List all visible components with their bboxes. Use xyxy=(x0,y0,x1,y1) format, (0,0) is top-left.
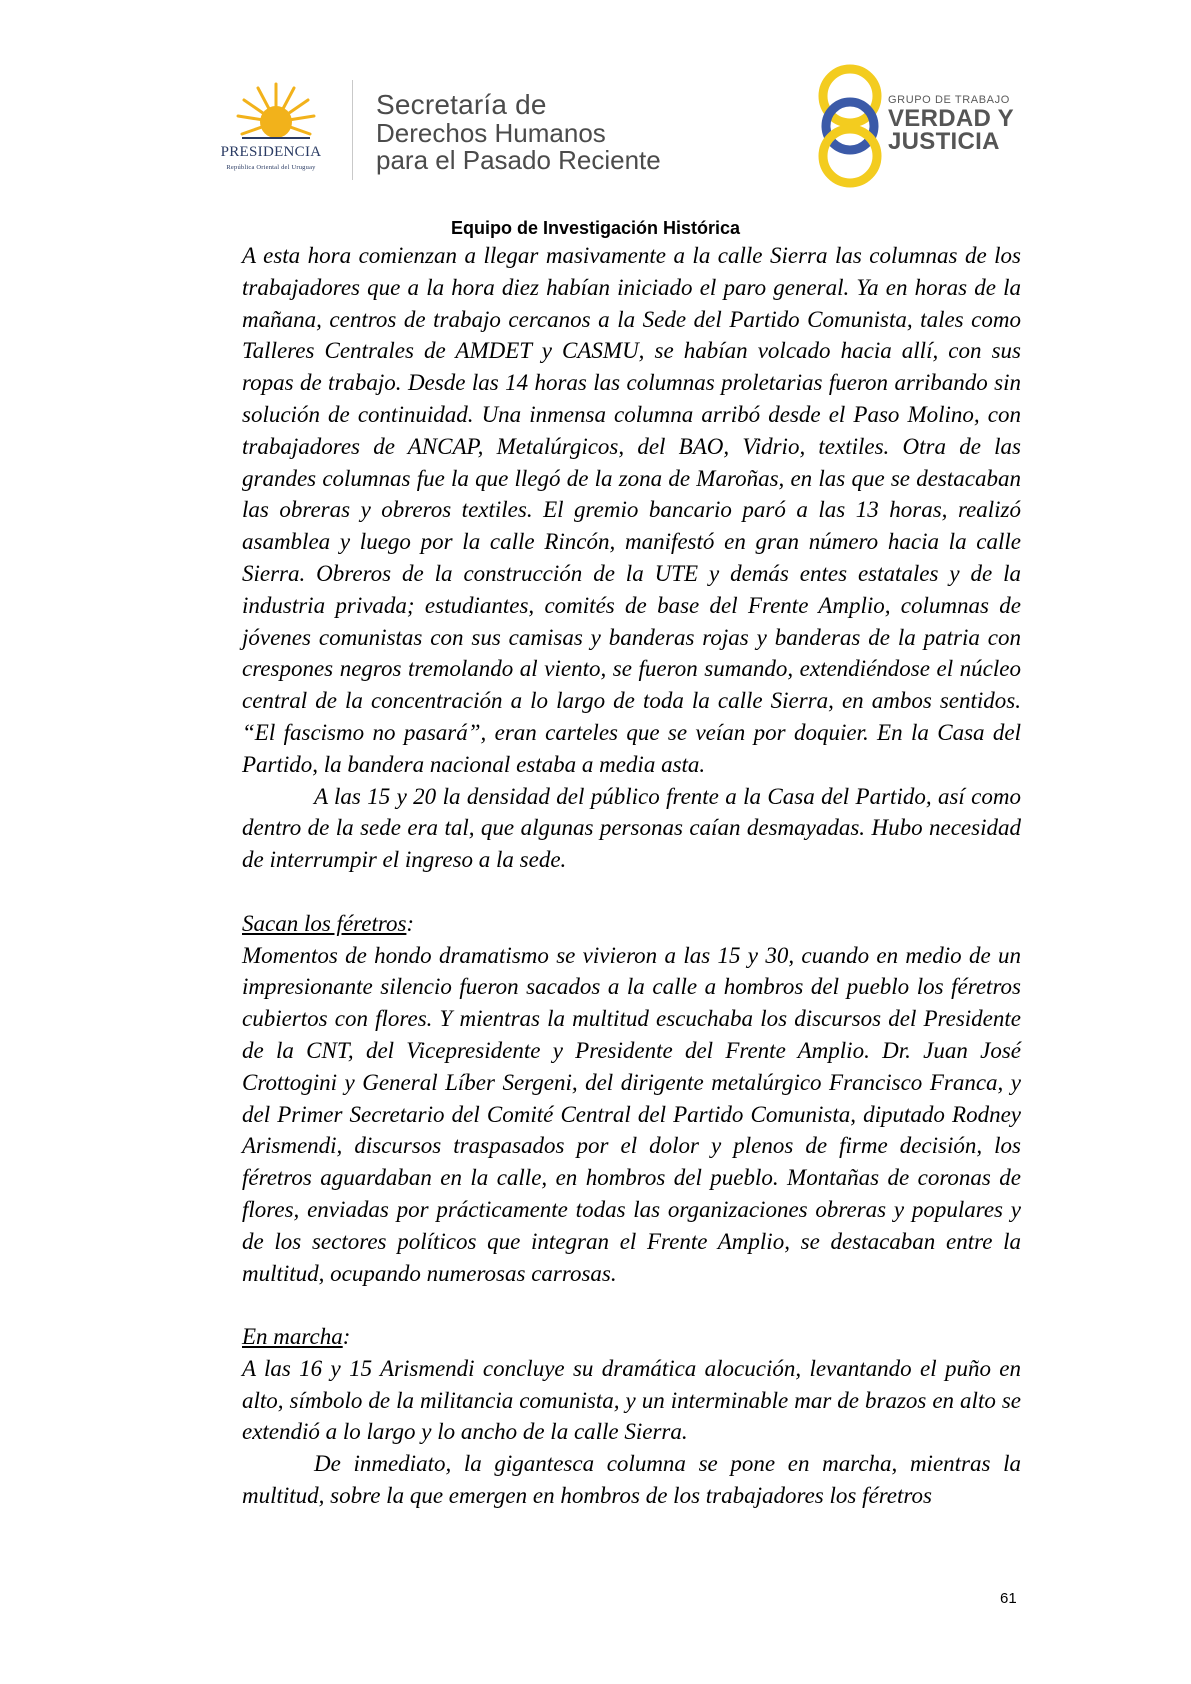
heading-en-marcha: En marcha xyxy=(242,1324,343,1350)
secretaria-line-1: Secretaría de xyxy=(376,89,547,120)
page-number: 61 xyxy=(1000,1590,1017,1607)
page-header xyxy=(0,0,1191,220)
document-body xyxy=(242,240,1021,1512)
header-divider xyxy=(352,80,353,180)
gvj-verdad: VERDAD Y xyxy=(888,105,1014,132)
paragraph-columnas: A esta hora comienzan a llegar masivamente a la calle Sierra las columnas de los trabajadores que a la hora diez habían iniciado el paro general. Ya en horas de la mañana, centros de trabajo cercanos a la Sede del Partido Comunista, tales como Talleres Centrales de AMDET y CASMU, se habían volcado hacia allí, con sus ropas de trabajo. Desde las 14 horas las columnas proletarias fueron arribando sin solución de continuidad. Una inmensa columna arribó desde el Paso Molino, con trabajadores de ANCAP, Metalúrgicos, del BAO, Vidrio, textiles. Otra de las grandes columnas fue la que llegó de la zona de Maroñas, en las que se destacaban las obreras y obreros textiles. El gremio bancario paró a las 13 horas, realizó asamblea y luego por la calle Rincón, manifestó en gran número hacia la calle Sierra. Obreros de la construcción de la UTE y demás entes estatales y de la industria privada; estudiantes, comités de base del Frente Amplio, columnas de jóvenes comunistas con sus camisas y banderas rojas y banderas de la patria con crespones negros tremolando al viento, se fueron sumando, extendiéndose el núcleo central de la concentración a lo largo de toda la calle Sierra, en ambos sentidos. “El fascismo no pasará”, eran carteles que se veían por doquier. En la Casa del Partido, la bandera nacional estaba a media asta. xyxy=(242,243,1021,777)
blank-line xyxy=(242,1289,1021,1321)
linked-rings-icon xyxy=(810,62,890,190)
section-heading-feretros: Sacan los féretros: xyxy=(242,910,415,936)
heading-sacan-feretros: Sacan los féretros xyxy=(242,910,407,936)
gvj-justicia: JUSTICIA xyxy=(888,128,1000,155)
presidencia-name: PRESIDENCIA xyxy=(220,144,322,160)
presidencia-subtitle: República Oriental del Uruguay xyxy=(226,164,316,171)
presidencia-logo xyxy=(196,78,346,178)
team-title: Equipo de Investigación Histórica xyxy=(450,218,741,238)
paragraph-densidad: A las 15 y 20 la densidad del público frente a la Casa del Partido, así como dentro de la sede era tal, que algunas personas caían desmayadas. Hubo necesidad de interrumpir el ingreso a la sede. xyxy=(242,783,1021,873)
sun-emblem-icon xyxy=(236,82,316,148)
paragraph-arismendi: A las 16 y 15 Arismendi concluye su dramática alocución, levantando el puño en alto, símbolo de la militancia comunista, y un interminable mar de brazos en alto se extendió a lo largo y lo ancho de la calle Sierra. xyxy=(242,1355,1021,1445)
verdad-justicia-logo xyxy=(810,62,1050,190)
gvj-group-label: GRUPO DE TRABAJO xyxy=(888,94,1010,106)
blank-line xyxy=(242,876,1021,908)
secretaria-line-2: Derechos Humanos xyxy=(376,118,606,148)
section-heading-marcha: En marcha: xyxy=(242,1324,351,1350)
secretaria-logo-text xyxy=(376,90,661,174)
paragraph-inmediato: De inmediato, la gigantesca columna se pone en marcha, mientras la multitud, sobre la que emergen en hombros de los trabajadores los féretros xyxy=(242,1451,1021,1509)
verdad-justicia-text xyxy=(888,94,1014,153)
secretaria-line-3: para el Pasado Reciente xyxy=(376,145,661,175)
paragraph-dramatismo: Momentos de hondo dramatismo se vivieron a las 15 y 30, cuando en medio de un impresionante silencio fueron sacados a la calle a hombros del pueblo los féretros cubiertos con flores. Y mientras la multitud escuchaba los discursos del Presidente de la CNT, del Vicepresidente y Presidente del Frente Amplio. Dr. Juan José Crottogini y General Líber Sergeni, del dirigente metalúrgico Francisco Franca, y del Primer Secretario del Comité Central del Partido Comunista, diputado Rodney Arismendi, discursos traspasados por el dolor y plenos de firme decisión, los féretros aguardaban en la calle, en hombros del pueblo. Montañas de coronas de flores, enviadas por prácticamente todas las organizaciones obreras y populares y de los sectores políticos que integran el Frente Amplio, se destacaban entre la multitud, ocupando numerosas carrosas. xyxy=(242,942,1021,1286)
